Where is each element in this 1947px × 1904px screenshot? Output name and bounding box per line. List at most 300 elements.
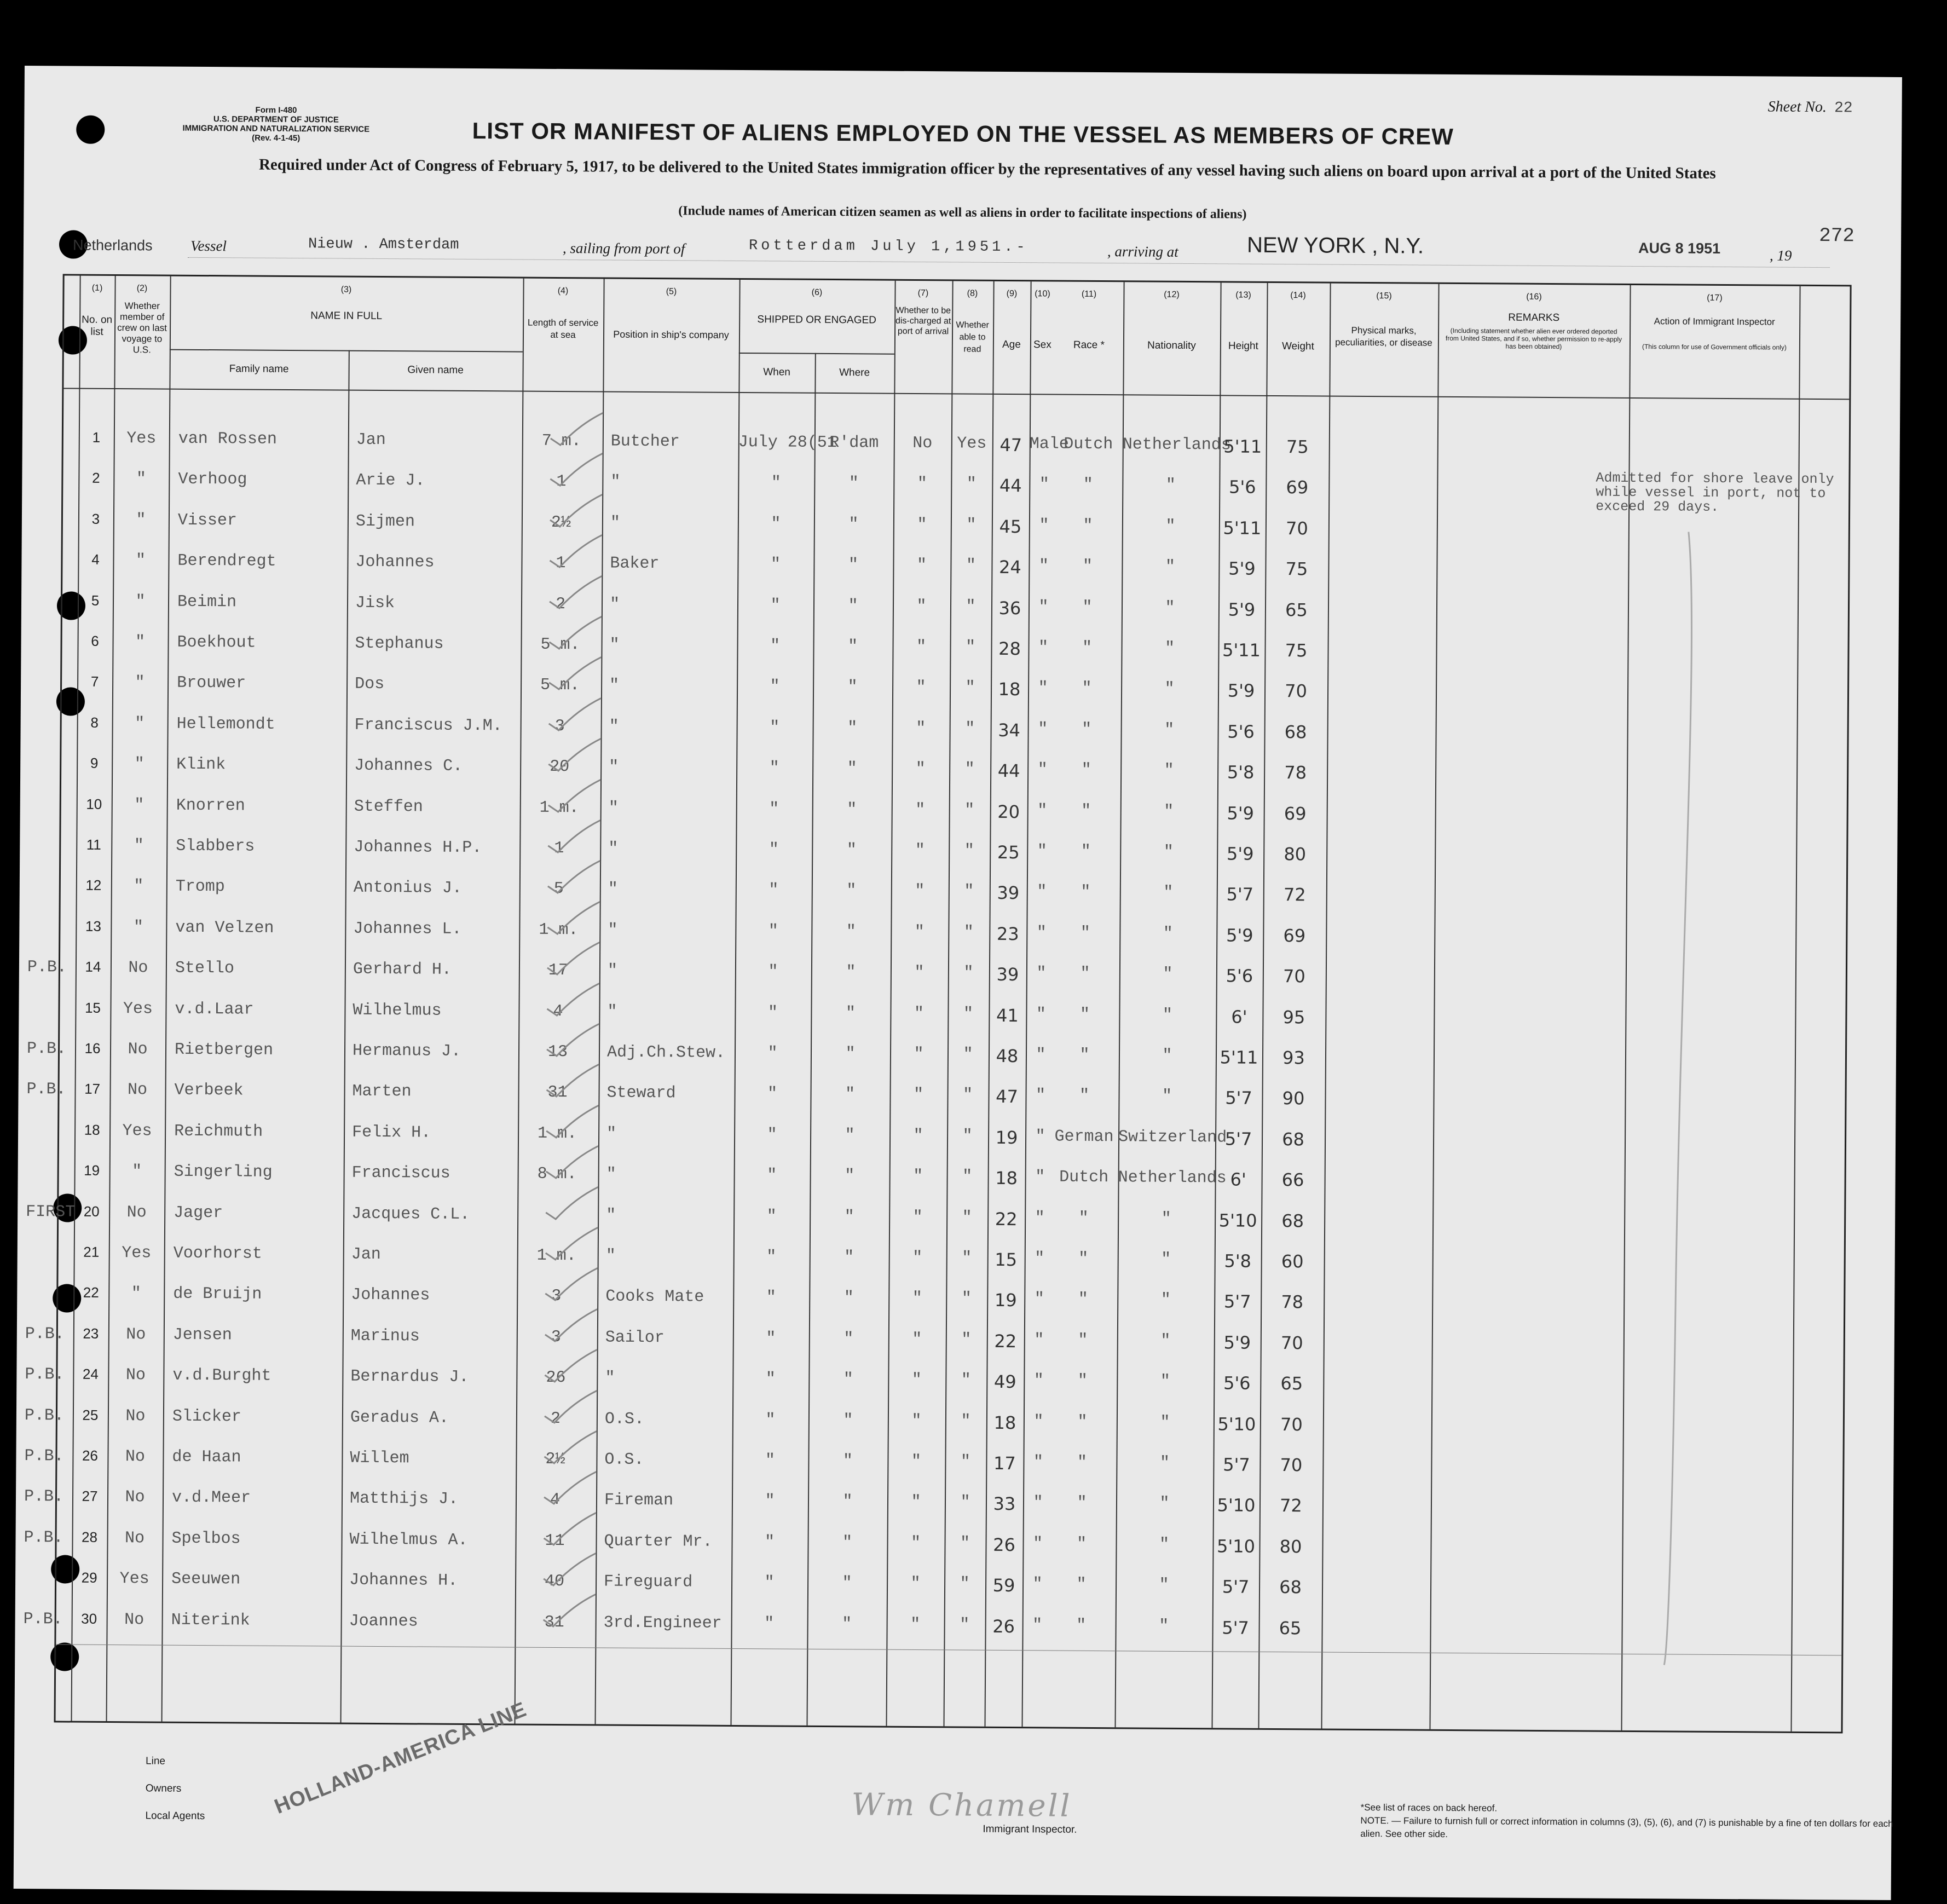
weight: 60 (1281, 1251, 1304, 1272)
check-mark-icon (541, 1021, 607, 1060)
stamp-number: 272 (1819, 224, 1855, 247)
nationality: " (1164, 720, 1175, 740)
given-name: Jan (351, 1245, 381, 1265)
family-name: Slabbers (176, 836, 255, 856)
ship-position: " (606, 1165, 616, 1184)
nationality: " (1164, 802, 1174, 821)
able-to-read: " (965, 638, 976, 657)
table-row (63, 510, 1328, 540)
header-race: Race * (1073, 339, 1105, 351)
column-number: (17) (1707, 293, 1723, 303)
table-row (27, 958, 1326, 988)
age: 19 (994, 1290, 1017, 1311)
page-title: LIST OR MANIFEST OF ALIENS EMPLOYED ON THE VESSEL AS MEMBERS OF CREW (472, 117, 1454, 149)
row-number: 30 (81, 1610, 97, 1627)
shipped-where: " (842, 1533, 853, 1553)
check-mark-icon (544, 573, 610, 611)
crew-last-voyage: " (135, 592, 146, 611)
given-name: Sijmen (355, 512, 415, 532)
able-to-read: " (965, 678, 975, 698)
able-to-read: " (964, 882, 974, 902)
height: 5'6 (1226, 965, 1253, 986)
table-row (61, 877, 1326, 907)
family-name: Singerling (174, 1162, 273, 1182)
table-row (63, 470, 1328, 499)
service-length: 3 (554, 717, 565, 736)
sex: " (1038, 597, 1049, 617)
table-row (59, 1121, 1325, 1151)
ship-position: O.S. (604, 1410, 645, 1429)
service-length: 20 (550, 758, 570, 777)
ship-position: " (606, 1124, 617, 1144)
shipped-when: " (765, 1370, 776, 1389)
service-length: 1 (556, 472, 567, 492)
service-length: 2 (550, 1409, 561, 1428)
table-row (61, 755, 1327, 784)
able-to-read: " (962, 1249, 972, 1268)
crew-last-voyage: " (136, 470, 146, 489)
crew-last-voyage: " (133, 918, 143, 937)
crew-last-voyage: " (134, 795, 145, 815)
table-row (62, 714, 1327, 743)
race: " (1080, 964, 1090, 984)
voyage-underline (188, 257, 1830, 268)
able-to-read: " (961, 1289, 972, 1308)
nationality: " (1165, 557, 1176, 577)
family-name: v.d.Burght (172, 1366, 271, 1386)
family-name: de Bruijn (173, 1285, 262, 1305)
family-name: Stello (175, 959, 235, 978)
table-row (24, 1528, 1322, 1558)
service-length: 40 (544, 1572, 565, 1591)
crew-last-voyage: " (134, 755, 145, 774)
shipped-when: " (769, 840, 779, 859)
crew-last-voyage: Yes (126, 429, 157, 448)
shipped-where: " (848, 596, 858, 615)
service-length: 4 (550, 1491, 561, 1510)
given-name: Johannes H. (349, 1571, 458, 1591)
page-subtitle: Required under Act of Congress of February 5, 1917, to be delivered to the United States immigration officer by the representatives of any vessel having such aliens on board upon arrival at a port of the United States (258, 155, 1716, 182)
crew-last-voyage: " (131, 1284, 141, 1303)
service-length: 1 m. (537, 1124, 577, 1143)
ship-position: " (609, 636, 620, 655)
discharged: " (915, 841, 925, 861)
shipped-where: " (844, 1248, 854, 1267)
nationality: Switzerland (1118, 1128, 1227, 1147)
sex: " (1037, 882, 1047, 902)
given-name: Bernardus J. (350, 1367, 469, 1387)
nationality: " (1161, 1250, 1171, 1269)
weight: 68 (1284, 721, 1307, 743)
departure-port: Rotterdam July 1,1951.- (748, 238, 1029, 256)
race: Dutch (1064, 435, 1113, 454)
family-name: Boekhout (177, 633, 256, 653)
given-name: Steffen (354, 797, 423, 817)
shipped-when: " (765, 1492, 775, 1511)
discharged: " (916, 719, 926, 738)
race: Dutch (1059, 1168, 1109, 1187)
row-prefix: P.B. (26, 1040, 67, 1059)
ship-position: " (610, 513, 621, 533)
sex: " (1033, 1493, 1043, 1513)
sex: " (1035, 1168, 1045, 1187)
crew-last-voyage: " (135, 714, 145, 734)
nationality: " (1159, 1535, 1170, 1554)
able-to-read: " (966, 475, 977, 494)
column-number: (12) (1164, 290, 1180, 299)
service-length: 3 (551, 1287, 562, 1306)
service-length: 5 (553, 880, 564, 899)
given-name: Wilhelmus A. (349, 1530, 468, 1550)
height: 5'7 (1226, 884, 1254, 905)
given-name: Gerhard H. (353, 960, 452, 979)
check-mark-icon (544, 695, 609, 734)
sex: Male (1029, 435, 1069, 454)
table-row (58, 1284, 1324, 1314)
service-length: 1 (554, 839, 564, 858)
given-name: Johannes H.P. (354, 838, 482, 858)
ship-position: Fireguard (603, 1572, 693, 1592)
discharged: " (910, 1533, 921, 1553)
table-row (59, 1162, 1325, 1192)
discharged: " (912, 1330, 922, 1349)
nationality: " (1163, 924, 1173, 943)
race: " (1081, 761, 1091, 780)
shipped-where: " (842, 1452, 853, 1471)
remarks-text: Admitted for shore leave only while vessel in port, not to exceed 29 days. (1596, 470, 1834, 515)
weight: 80 (1279, 1536, 1302, 1557)
given-name: Franciscus J.M. (354, 716, 502, 736)
sex: " (1038, 679, 1048, 698)
race: " (1076, 1575, 1087, 1595)
ship-position: " (608, 839, 619, 858)
shipped-where: " (843, 1370, 853, 1389)
age: 47 (996, 1086, 1019, 1107)
discharged: " (915, 882, 925, 901)
age: 25 (997, 841, 1020, 863)
inspector-label: Immigrant Inspector. (983, 1823, 1077, 1836)
weight: 68 (1279, 1577, 1302, 1598)
discharged: " (910, 1574, 921, 1594)
row-number: 4 (91, 551, 100, 568)
race: " (1082, 679, 1092, 699)
family-name: Jensen (172, 1325, 232, 1345)
crew-last-voyage: No (128, 1040, 148, 1059)
row-prefix: P.B. (25, 1365, 65, 1384)
check-mark-icon (540, 1265, 605, 1304)
crew-last-voyage: " (132, 1162, 142, 1181)
ship-position: Steward (606, 1083, 676, 1103)
given-name: Marinus (350, 1326, 420, 1346)
age: 22 (994, 1330, 1017, 1352)
race: " (1077, 1494, 1087, 1513)
shipped-where: " (846, 922, 856, 942)
race: " (1077, 1412, 1088, 1432)
service-length: 2½ (545, 1450, 565, 1469)
row-prefix: FIRST (26, 1202, 76, 1222)
shipped-when: " (770, 718, 780, 737)
arrival-date: AUG 8 1951 (1638, 240, 1721, 257)
given-name: Johannes C. (354, 756, 463, 776)
row-prefix: P.B. (24, 1406, 65, 1426)
row-prefix: P.B. (27, 958, 67, 977)
crew-last-voyage: No (125, 1447, 146, 1467)
able-to-read: " (963, 963, 974, 983)
ship-position: 3rd.Engineer (603, 1613, 722, 1633)
ditto-line (1643, 526, 1716, 1687)
footer-note: *See list of races on back hereof. NOTE. — Failure to furnish full or correct information in columns (3), (5), (6), and (7) is punishable by a fine of ten dollars for each alien. See other side. (1360, 1802, 1893, 1839)
weight: 90 (1282, 1088, 1305, 1109)
nationality: " (1159, 1617, 1169, 1636)
ship-position: " (610, 472, 621, 492)
height: 5'11 (1223, 517, 1262, 539)
row-number: 5 (91, 592, 100, 609)
service-length: 1 m. (536, 1246, 576, 1266)
sex: " (1037, 842, 1047, 861)
check-mark-icon (544, 654, 609, 693)
discharged: " (912, 1208, 923, 1227)
discharged: " (914, 1045, 924, 1064)
sailing-label: , sailing from port of (562, 240, 685, 257)
check-mark-icon (538, 1510, 604, 1549)
able-to-read: " (960, 1615, 970, 1635)
service-length: 31 (547, 1083, 568, 1103)
crew-last-voyage: No (126, 1203, 147, 1222)
family-name: Brouwer (177, 674, 246, 693)
age: 44 (997, 760, 1020, 782)
row-number: 19 (84, 1162, 100, 1179)
given-name: Marten (352, 1082, 412, 1101)
family-name: Jager (174, 1203, 223, 1222)
able-to-read: " (960, 1493, 970, 1512)
shipped-when: " (764, 1614, 775, 1634)
shipped-where: " (844, 1207, 854, 1226)
race: " (1080, 924, 1090, 943)
sex: " (1037, 801, 1048, 821)
family-name: Knorren (176, 796, 245, 816)
able-to-read: " (960, 1574, 970, 1594)
able-to-read: " (961, 1371, 971, 1390)
service-length: 26 (546, 1369, 566, 1388)
sex: " (1036, 964, 1047, 983)
height: 5'10 (1217, 1413, 1256, 1435)
family-name: Niterink (171, 1611, 250, 1630)
age: 34 (998, 719, 1021, 741)
table-row (62, 632, 1327, 662)
shipped-when: " (767, 1003, 778, 1023)
able-to-read: " (963, 1045, 973, 1064)
footer-owners-label: Owners (145, 1782, 182, 1795)
ship-position: " (608, 921, 618, 940)
given-name: Willem (350, 1449, 409, 1468)
vessel-flag: Netherlands (72, 236, 153, 254)
row-number: 10 (86, 795, 102, 812)
height: 5'11 (1220, 1047, 1258, 1068)
table-row (62, 592, 1328, 621)
nationality: " (1163, 884, 1174, 903)
nationality: " (1161, 1209, 1171, 1228)
col-divider (1321, 284, 1331, 1729)
height: 5'6 (1223, 1372, 1251, 1394)
discharged: " (915, 800, 926, 820)
ship-position: Quarter Mr. (604, 1532, 713, 1551)
discharged: " (912, 1248, 923, 1268)
sex: " (1038, 557, 1049, 576)
column-number: (15) (1376, 291, 1392, 301)
column-number: (3) (340, 285, 352, 295)
table-row (23, 1609, 1322, 1640)
shipped-where: " (846, 963, 856, 982)
given-name: Hermanus J. (352, 1041, 461, 1061)
discharged: " (911, 1493, 921, 1512)
table-row (24, 1447, 1322, 1476)
check-mark-icon (545, 451, 610, 489)
nationality: " (1160, 1331, 1171, 1351)
header-when: When (763, 366, 790, 378)
sex: " (1035, 1086, 1046, 1105)
check-mark-icon (542, 939, 608, 978)
crew-last-voyage: No (125, 1406, 146, 1426)
nationality: " (1163, 843, 1174, 862)
family-name: Rietbergen (174, 1040, 274, 1060)
crew-last-voyage: Yes (119, 1570, 149, 1589)
shipped-when: " (767, 1126, 777, 1145)
check-mark-icon (543, 776, 609, 815)
shipped-where: " (847, 759, 857, 778)
header-position: Position in ship's company (613, 328, 729, 341)
row-prefix: P.B. (24, 1487, 64, 1507)
sex: " (1034, 1331, 1044, 1350)
race: " (1079, 1046, 1090, 1065)
ship-position: " (609, 595, 620, 614)
header-subrule (739, 353, 894, 355)
shipped-where: " (842, 1492, 853, 1511)
shipped-when: " (764, 1573, 775, 1593)
sex: " (1033, 1453, 1044, 1472)
nationality: " (1162, 1046, 1172, 1065)
age: 59 (992, 1575, 1015, 1596)
header-subrule (170, 349, 523, 353)
nationality: " (1164, 680, 1175, 699)
column-number: (5) (666, 287, 677, 297)
sex: " (1032, 1534, 1043, 1554)
check-mark-icon (541, 1143, 606, 1182)
shipped-where: " (845, 1085, 856, 1104)
shipped-where: R'dam (829, 433, 879, 453)
race: " (1082, 720, 1092, 739)
inspector-signature: Wm Chamell (851, 1787, 1072, 1824)
age: 18 (993, 1412, 1016, 1433)
family-name: v.d.Meer (171, 1488, 251, 1508)
shipped-when: " (767, 1084, 778, 1104)
sex: " (1033, 1371, 1044, 1391)
header-sex: Sex (1033, 339, 1052, 351)
discharged: " (916, 556, 927, 575)
crew-last-voyage: " (135, 673, 145, 693)
row-number: 23 (83, 1325, 99, 1342)
given-name: Arie J. (356, 471, 425, 491)
able-to-read: " (962, 1127, 973, 1146)
weight: 72 (1279, 1495, 1302, 1516)
shipped-when: " (770, 555, 781, 574)
discharged: " (914, 963, 925, 983)
crew-last-voyage: No (128, 959, 148, 978)
sex: " (1038, 720, 1048, 739)
check-mark-icon (540, 1184, 606, 1222)
family-name: Verhoog (178, 470, 247, 489)
header-action-note: (This column for use of Government officials only) (1642, 343, 1787, 351)
row-number: 8 (90, 714, 99, 731)
family-name: Spelbos (171, 1529, 241, 1549)
given-name: Wilhelmus (353, 1001, 442, 1020)
shipped-where: " (847, 637, 858, 656)
age: 18 (995, 1168, 1018, 1189)
race: " (1081, 883, 1091, 902)
table-row (25, 1365, 1323, 1395)
given-name: Joannes (349, 1612, 418, 1631)
discharged: " (915, 760, 926, 779)
shipped-where: " (846, 881, 857, 901)
age: 47 (1000, 434, 1022, 456)
check-mark-icon (542, 858, 608, 897)
age: 45 (999, 516, 1022, 537)
shipped-where: " (843, 1329, 854, 1349)
able-to-read: " (962, 1208, 972, 1227)
weight: 95 (1282, 1006, 1305, 1028)
height: 5'7 (1222, 1576, 1250, 1597)
table-row (62, 551, 1328, 581)
able-to-read: " (964, 801, 975, 820)
height: 5'9 (1226, 925, 1253, 946)
sex: " (1039, 475, 1049, 494)
nationality: " (1165, 598, 1175, 618)
check-mark-icon (542, 817, 608, 856)
ship-position: " (605, 1369, 615, 1388)
weight: 69 (1286, 477, 1309, 498)
family-name: de Haan (172, 1447, 241, 1467)
discharged: No (912, 434, 933, 453)
ship-position: " (609, 676, 620, 696)
weight: 65 (1280, 1373, 1303, 1394)
table-row (59, 1243, 1324, 1273)
row-number: 7 (90, 673, 99, 690)
table-row (63, 429, 1329, 458)
nationality: " (1164, 761, 1174, 781)
weight: 72 (1283, 884, 1306, 905)
table-row (26, 1080, 1325, 1110)
family-name: van Rossen (178, 429, 277, 449)
height: 5'6 (1227, 721, 1255, 742)
check-mark-icon (540, 1306, 605, 1345)
weight: 69 (1284, 803, 1307, 824)
sex: " (1032, 1615, 1043, 1635)
discharged: " (913, 1086, 924, 1105)
weight: 70 (1280, 1413, 1303, 1435)
shipped-where: " (845, 1045, 856, 1064)
age: 41 (996, 1005, 1019, 1026)
weight: 80 (1284, 844, 1307, 865)
check-mark-icon (538, 1591, 604, 1630)
weight: 70 (1280, 1332, 1303, 1354)
manifest-table (23, 274, 1852, 1733)
given-name: Antonius J. (353, 879, 462, 898)
nationality: " (1163, 965, 1173, 984)
shipped-where: " (845, 1167, 855, 1186)
crew-last-voyage: No (124, 1528, 145, 1548)
family-name: Berendregt (177, 551, 276, 572)
age: 24 (998, 557, 1021, 578)
height: 5'6 (1228, 476, 1256, 498)
